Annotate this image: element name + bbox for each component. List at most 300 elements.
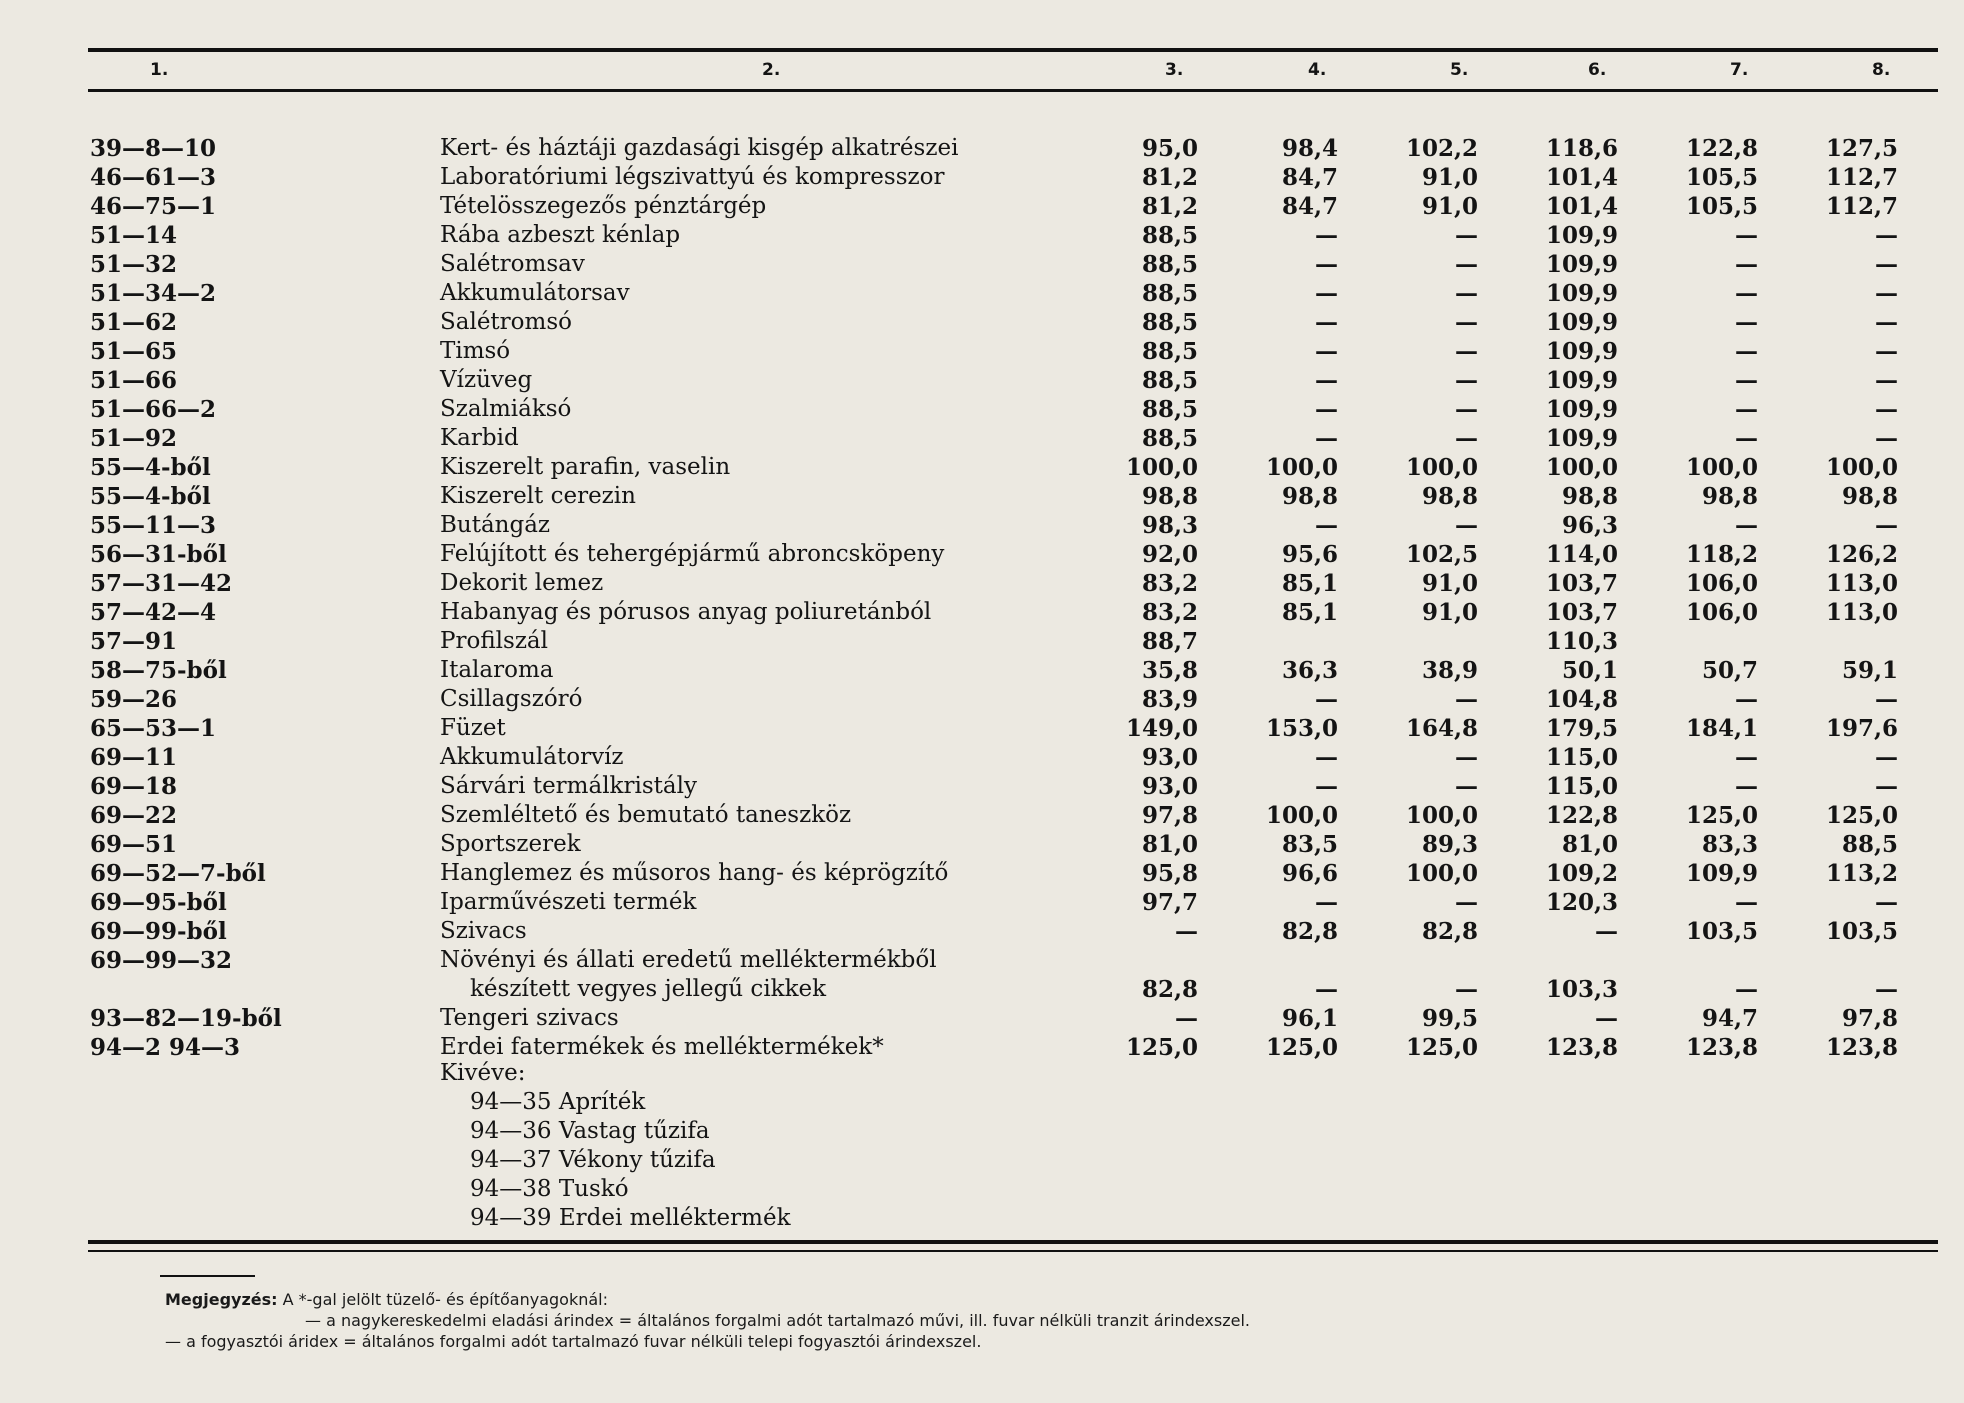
index-value-col-7: 106,0 xyxy=(1685,599,1758,626)
index-value-col-6: 101,4 xyxy=(1545,164,1618,191)
table-row xyxy=(0,1033,1964,1062)
table-row xyxy=(0,598,1964,627)
index-value-col-4: — xyxy=(1315,338,1338,365)
col-header-6: 6. xyxy=(1588,60,1607,80)
index-value-col-6: 118,6 xyxy=(1545,135,1618,162)
table-row xyxy=(0,946,1964,975)
col-header-3: 3. xyxy=(1165,60,1184,80)
index-value-col-3: — xyxy=(1175,1005,1198,1032)
index-value-col-4: 83,5 xyxy=(1281,831,1338,858)
table-row xyxy=(0,714,1964,743)
index-value-col-8: 113,0 xyxy=(1825,599,1898,626)
except-item: 94—36 Vastag tűzifa xyxy=(470,1118,710,1144)
item-name: Szemléltető és bemutató taneszköz xyxy=(440,802,852,828)
index-value-col-6: 103,7 xyxy=(1545,599,1618,626)
table-row xyxy=(0,888,1964,917)
bottom-rule xyxy=(88,1240,1938,1244)
index-value-col-6: 123,8 xyxy=(1545,1034,1618,1061)
index-value-col-6: — xyxy=(1595,1005,1618,1032)
index-value-col-7: 118,2 xyxy=(1685,541,1758,568)
index-value-col-4: 85,1 xyxy=(1281,599,1338,626)
index-value-col-7: — xyxy=(1735,251,1758,278)
index-value-col-8: 123,8 xyxy=(1825,1034,1898,1061)
index-value-col-7: — xyxy=(1735,396,1758,423)
table-row xyxy=(0,685,1964,714)
index-value-col-7: 109,9 xyxy=(1685,860,1758,887)
index-value-col-8: 113,2 xyxy=(1825,860,1898,887)
index-value-col-4: 125,0 xyxy=(1265,1034,1338,1061)
col-header-5: 5. xyxy=(1450,60,1469,80)
index-value-col-5: 91,0 xyxy=(1421,193,1478,220)
index-value-col-3: 88,5 xyxy=(1141,367,1198,394)
item-name: Akkumulátorvíz xyxy=(440,744,624,770)
index-value-col-5: 98,8 xyxy=(1421,483,1478,510)
col-header-1: 1. xyxy=(150,60,169,80)
index-value-col-3: 83,2 xyxy=(1141,599,1198,626)
index-value-col-5: 100,0 xyxy=(1405,454,1478,481)
item-name: Kiszerelt cerezin xyxy=(440,483,636,509)
item-name: Sportszerek xyxy=(440,831,581,857)
index-value-col-7: 103,5 xyxy=(1685,918,1758,945)
index-value-col-5: 91,0 xyxy=(1421,164,1478,191)
table-row xyxy=(0,511,1964,540)
item-code: 58—75-ből xyxy=(90,657,227,684)
index-value-col-6: 100,0 xyxy=(1545,454,1618,481)
index-value-col-4: — xyxy=(1315,976,1338,1003)
index-value-col-7: — xyxy=(1735,889,1758,916)
table-row xyxy=(0,424,1964,453)
index-value-col-6: 109,9 xyxy=(1545,338,1618,365)
index-value-col-6: 179,5 xyxy=(1545,715,1618,742)
index-value-col-6: 109,9 xyxy=(1545,425,1618,452)
index-value-col-8: 59,1 xyxy=(1841,657,1898,684)
index-value-col-3: 93,0 xyxy=(1141,744,1198,771)
index-value-col-5: 164,8 xyxy=(1405,715,1478,742)
index-value-col-4: 96,6 xyxy=(1281,860,1338,887)
index-value-col-6: 110,3 xyxy=(1545,628,1618,655)
index-value-col-5: — xyxy=(1455,251,1478,278)
item-name: Csillagszóró xyxy=(440,686,583,712)
index-value-col-5: — xyxy=(1455,396,1478,423)
item-name: Szivacs xyxy=(440,918,527,944)
index-value-col-8: 98,8 xyxy=(1841,483,1898,510)
item-code: 69—51 xyxy=(90,831,178,858)
index-value-col-8: — xyxy=(1875,280,1898,307)
item-code: 51—32 xyxy=(90,251,178,278)
item-code: 69—11 xyxy=(90,744,178,771)
index-value-col-4: — xyxy=(1315,251,1338,278)
index-value-col-7: 184,1 xyxy=(1685,715,1758,742)
index-value-col-7: — xyxy=(1735,976,1758,1003)
index-value-col-6: 109,9 xyxy=(1545,309,1618,336)
index-value-col-3: 125,0 xyxy=(1125,1034,1198,1061)
index-value-col-4: 85,1 xyxy=(1281,570,1338,597)
table-row xyxy=(0,192,1964,221)
index-value-col-8: — xyxy=(1875,425,1898,452)
table-row xyxy=(0,308,1964,337)
index-value-col-6: 115,0 xyxy=(1545,773,1618,800)
index-value-col-7: 105,5 xyxy=(1685,193,1758,220)
index-value-col-5: 102,2 xyxy=(1405,135,1478,162)
index-value-col-4: — xyxy=(1315,222,1338,249)
item-code: 69—95-ből xyxy=(90,889,227,916)
col-header-8: 8. xyxy=(1872,60,1891,80)
item-code: 56—31-ből xyxy=(90,541,227,568)
index-value-col-6: 96,3 xyxy=(1561,512,1618,539)
table-row xyxy=(0,656,1964,685)
index-value-col-8: 112,7 xyxy=(1825,164,1898,191)
table-row xyxy=(0,1004,1964,1033)
table-row xyxy=(0,163,1964,192)
item-name: Felújított és tehergépjármű abroncsköpeny xyxy=(440,541,945,567)
index-value-col-4: — xyxy=(1315,512,1338,539)
index-value-col-6: 109,2 xyxy=(1545,860,1618,887)
index-value-col-7: 100,0 xyxy=(1685,454,1758,481)
index-value-col-3: 81,2 xyxy=(1141,164,1198,191)
col-header-4: 4. xyxy=(1308,60,1327,80)
item-code: 51—66 xyxy=(90,367,178,394)
col-header-2: 2. xyxy=(762,60,781,80)
index-value-col-5: — xyxy=(1455,222,1478,249)
index-value-col-4: — xyxy=(1315,686,1338,713)
index-value-col-8: 127,5 xyxy=(1825,135,1898,162)
item-code: 46—61—3 xyxy=(90,164,217,191)
index-value-col-8: 125,0 xyxy=(1825,802,1898,829)
index-value-col-7: — xyxy=(1735,280,1758,307)
table-row xyxy=(0,772,1964,801)
item-code: 69—22 xyxy=(90,802,178,829)
item-name: Tételösszegezős pénztárgép xyxy=(440,193,767,219)
index-value-col-3: 82,8 xyxy=(1141,976,1198,1003)
item-name: Tengeri szivacs xyxy=(440,1005,619,1031)
table-row xyxy=(0,975,1964,1004)
note-text-1: A *-gal jelölt tüzelő- és építőanyagoknál: xyxy=(282,1290,608,1309)
item-name: Laboratóriumi légszivattyú és kompresszor xyxy=(440,164,945,190)
index-value-col-3: — xyxy=(1175,918,1198,945)
index-value-col-3: 81,2 xyxy=(1141,193,1198,220)
index-value-col-4: — xyxy=(1315,744,1338,771)
index-value-col-4: 100,0 xyxy=(1265,802,1338,829)
index-value-col-5: — xyxy=(1455,512,1478,539)
top-rule xyxy=(88,48,1938,52)
table-row xyxy=(0,221,1964,250)
item-name: Profilszál xyxy=(440,628,549,654)
index-value-col-7: — xyxy=(1735,512,1758,539)
index-value-col-8: — xyxy=(1875,222,1898,249)
index-value-col-4: 96,1 xyxy=(1281,1005,1338,1032)
item-name: Habanyag és pórusos anyag poliuretánból xyxy=(440,599,932,625)
item-name: Rába azbeszt kénlap xyxy=(440,222,681,248)
index-value-col-8: — xyxy=(1875,976,1898,1003)
index-value-col-8: — xyxy=(1875,251,1898,278)
index-value-col-7: — xyxy=(1735,338,1758,365)
index-value-col-4: — xyxy=(1315,367,1338,394)
index-value-col-6: 98,8 xyxy=(1561,483,1618,510)
index-value-col-6: 103,3 xyxy=(1545,976,1618,1003)
index-value-col-5: — xyxy=(1455,976,1478,1003)
index-value-col-7: 106,0 xyxy=(1685,570,1758,597)
index-value-col-4: 84,7 xyxy=(1281,193,1338,220)
index-value-col-3: 100,0 xyxy=(1125,454,1198,481)
index-value-col-6: 103,7 xyxy=(1545,570,1618,597)
index-value-col-8: 197,6 xyxy=(1825,715,1898,742)
table-row xyxy=(0,743,1964,772)
item-code: 94—2 94—3 xyxy=(90,1034,241,1061)
index-value-col-8: 88,5 xyxy=(1841,831,1898,858)
item-name: Salétromsó xyxy=(440,309,572,335)
note-line-2: — a nagykereskedelmi eladási árindex = általános forgalmi adót tartalmazó művi, ill. fuvar nélküli tranzit árindexszel. xyxy=(305,1311,1250,1330)
index-value-col-7: 94,7 xyxy=(1701,1005,1758,1032)
index-value-col-5: 100,0 xyxy=(1405,802,1478,829)
index-value-col-3: 88,5 xyxy=(1141,222,1198,249)
item-code: 51—62 xyxy=(90,309,178,336)
index-value-col-5: — xyxy=(1455,744,1478,771)
bottom-rule-thin xyxy=(88,1250,1938,1252)
item-name: Kert- és háztáji gazdasági kisgép alkatrészei xyxy=(440,135,959,161)
index-value-col-3: 88,5 xyxy=(1141,309,1198,336)
item-name: Vízüveg xyxy=(440,367,533,393)
note-line-3: — a fogyasztói áridex = általános forgalmi adót tartalmazó fuvar nélküli telepi fogyasztói árindexszel. xyxy=(165,1332,982,1351)
price-index-table xyxy=(0,134,1964,1062)
index-value-col-7: — xyxy=(1735,773,1758,800)
header-rule xyxy=(88,89,1938,92)
except-item: 94—35 Apríték xyxy=(470,1089,646,1115)
item-code: 51—92 xyxy=(90,425,178,452)
index-value-col-8: — xyxy=(1875,889,1898,916)
index-value-col-6: 109,9 xyxy=(1545,280,1618,307)
index-value-col-4: — xyxy=(1315,773,1338,800)
index-value-col-7: 125,0 xyxy=(1685,802,1758,829)
item-name: Dekorit lemez xyxy=(440,570,604,596)
item-code: 65—53—1 xyxy=(90,715,217,742)
index-value-col-6: 109,9 xyxy=(1545,367,1618,394)
index-value-col-4: 95,6 xyxy=(1281,541,1338,568)
index-value-col-3: 97,8 xyxy=(1141,802,1198,829)
item-code: 51—65 xyxy=(90,338,178,365)
index-value-col-3: 97,7 xyxy=(1141,889,1198,916)
index-value-col-3: 35,8 xyxy=(1141,657,1198,684)
index-value-col-8: — xyxy=(1875,396,1898,423)
index-value-col-6: 81,0 xyxy=(1561,831,1618,858)
index-value-col-3: 149,0 xyxy=(1125,715,1198,742)
index-value-col-5: — xyxy=(1455,309,1478,336)
except-item: 94—37 Vékony tűzifa xyxy=(470,1147,716,1173)
index-value-col-8: 97,8 xyxy=(1841,1005,1898,1032)
table-row xyxy=(0,801,1964,830)
index-value-col-5: 91,0 xyxy=(1421,570,1478,597)
table-row xyxy=(0,540,1964,569)
index-value-col-7: — xyxy=(1735,367,1758,394)
item-code: 93—82—19-ből xyxy=(90,1005,282,1032)
col-header-7: 7. xyxy=(1730,60,1749,80)
item-name: Sárvári termálkristály xyxy=(440,773,697,799)
item-name: Italaroma xyxy=(440,657,554,683)
index-value-col-6: 50,1 xyxy=(1561,657,1618,684)
index-value-col-6: 114,0 xyxy=(1545,541,1618,568)
index-value-col-6: 122,8 xyxy=(1545,802,1618,829)
item-code: 39—8—10 xyxy=(90,135,217,162)
index-value-col-6: 109,9 xyxy=(1545,251,1618,278)
index-value-col-4: — xyxy=(1315,889,1338,916)
index-value-col-4: — xyxy=(1315,396,1338,423)
item-name: Butángáz xyxy=(440,512,551,538)
index-value-col-3: 95,0 xyxy=(1141,135,1198,162)
item-name: Növényi és állati eredetű melléktermékből xyxy=(440,947,937,973)
index-value-col-3: 98,3 xyxy=(1141,512,1198,539)
index-value-col-7: — xyxy=(1735,309,1758,336)
index-value-col-6: 109,9 xyxy=(1545,222,1618,249)
table-row xyxy=(0,366,1964,395)
index-value-col-8: — xyxy=(1875,744,1898,771)
index-value-col-3: 93,0 xyxy=(1141,773,1198,800)
index-value-col-5: — xyxy=(1455,280,1478,307)
item-code: 57—42—4 xyxy=(90,599,217,626)
except-item: 94—39 Erdei melléktermék xyxy=(470,1205,791,1231)
except-item: 94—38 Tuskó xyxy=(470,1176,629,1202)
index-value-col-5: 91,0 xyxy=(1421,599,1478,626)
index-value-col-4: 98,8 xyxy=(1281,483,1338,510)
index-value-col-8: — xyxy=(1875,512,1898,539)
index-value-col-3: 88,5 xyxy=(1141,396,1198,423)
index-value-col-7: — xyxy=(1735,425,1758,452)
item-name: készített vegyes jellegű cikkek xyxy=(470,976,827,1002)
index-value-col-5: — xyxy=(1455,338,1478,365)
index-value-col-3: 88,5 xyxy=(1141,280,1198,307)
index-value-col-5: 99,5 xyxy=(1421,1005,1478,1032)
index-value-col-7: — xyxy=(1735,686,1758,713)
table-row xyxy=(0,917,1964,946)
table-row xyxy=(0,482,1964,511)
index-value-col-8: 103,5 xyxy=(1825,918,1898,945)
index-value-col-3: 92,0 xyxy=(1141,541,1198,568)
index-value-col-6: 109,9 xyxy=(1545,396,1618,423)
index-value-col-6: — xyxy=(1595,918,1618,945)
index-value-col-4: 98,4 xyxy=(1281,135,1338,162)
item-name: Szalmiáksó xyxy=(440,396,572,422)
index-value-col-4: 36,3 xyxy=(1281,657,1338,684)
index-value-col-7: 123,8 xyxy=(1685,1034,1758,1061)
index-value-col-6: 101,4 xyxy=(1545,193,1618,220)
index-value-col-5: 100,0 xyxy=(1405,860,1478,887)
index-value-col-7: 83,3 xyxy=(1701,831,1758,858)
index-value-col-8: — xyxy=(1875,773,1898,800)
index-value-col-7: 98,8 xyxy=(1701,483,1758,510)
index-value-col-8: 100,0 xyxy=(1825,454,1898,481)
index-value-col-5: 89,3 xyxy=(1421,831,1478,858)
table-row xyxy=(0,279,1964,308)
index-value-col-4: 82,8 xyxy=(1281,918,1338,945)
item-name: Akkumulátorsav xyxy=(440,280,630,306)
item-name: Erdei fatermékek és melléktermékek* xyxy=(440,1034,884,1060)
note-title: Megjegyzés: xyxy=(165,1290,278,1309)
index-value-col-7: 122,8 xyxy=(1685,135,1758,162)
index-value-col-3: 81,0 xyxy=(1141,831,1198,858)
index-value-col-4: 153,0 xyxy=(1265,715,1338,742)
item-code: 46—75—1 xyxy=(90,193,217,220)
item-code: 55—4-ből xyxy=(90,454,211,481)
item-code: 51—34—2 xyxy=(90,280,217,307)
table-row xyxy=(0,453,1964,482)
item-name: Karbid xyxy=(440,425,519,451)
table-row xyxy=(0,627,1964,656)
item-name: Kiszerelt parafin, vaselin xyxy=(440,454,731,480)
column-header-row xyxy=(0,60,1964,82)
table-row xyxy=(0,830,1964,859)
note-line-1 xyxy=(165,1290,608,1309)
index-value-col-3: 83,2 xyxy=(1141,570,1198,597)
table-row xyxy=(0,134,1964,163)
index-value-col-5: — xyxy=(1455,425,1478,452)
index-value-col-8: 113,0 xyxy=(1825,570,1898,597)
item-code: 55—4-ből xyxy=(90,483,211,510)
index-value-col-3: 88,5 xyxy=(1141,251,1198,278)
table-row xyxy=(0,569,1964,598)
table-row xyxy=(0,337,1964,366)
item-name: Iparművészeti termék xyxy=(440,889,697,915)
index-value-col-4: 100,0 xyxy=(1265,454,1338,481)
index-value-col-4: — xyxy=(1315,425,1338,452)
index-value-col-3: 98,8 xyxy=(1141,483,1198,510)
index-value-col-6: 115,0 xyxy=(1545,744,1618,771)
index-value-col-4: — xyxy=(1315,280,1338,307)
index-value-col-6: 104,8 xyxy=(1545,686,1618,713)
index-value-col-5: — xyxy=(1455,773,1478,800)
index-value-col-5: — xyxy=(1455,686,1478,713)
item-name: Timsó xyxy=(440,338,511,364)
index-value-col-7: — xyxy=(1735,744,1758,771)
index-value-col-4: 84,7 xyxy=(1281,164,1338,191)
index-value-col-5: 82,8 xyxy=(1421,918,1478,945)
item-code: 69—99-ből xyxy=(90,918,227,945)
index-value-col-3: 88,5 xyxy=(1141,425,1198,452)
index-value-col-6: 120,3 xyxy=(1545,889,1618,916)
index-value-col-3: 83,9 xyxy=(1141,686,1198,713)
item-code: 57—31—42 xyxy=(90,570,233,597)
item-code: 57—91 xyxy=(90,628,178,655)
item-code: 55—11—3 xyxy=(90,512,217,539)
item-code: 51—14 xyxy=(90,222,178,249)
index-value-col-5: — xyxy=(1455,889,1478,916)
index-value-col-8: 126,2 xyxy=(1825,541,1898,568)
except-label: Kivéve: xyxy=(440,1060,526,1086)
index-value-col-7: 50,7 xyxy=(1701,657,1758,684)
item-code: 59—26 xyxy=(90,686,178,713)
index-value-col-8: — xyxy=(1875,338,1898,365)
index-value-col-7: 105,5 xyxy=(1685,164,1758,191)
index-value-col-8: — xyxy=(1875,367,1898,394)
index-value-col-8: — xyxy=(1875,309,1898,336)
item-name: Füzet xyxy=(440,715,506,741)
index-value-col-8: 112,7 xyxy=(1825,193,1898,220)
index-value-col-5: 102,5 xyxy=(1405,541,1478,568)
index-value-col-7: — xyxy=(1735,222,1758,249)
index-value-col-3: 95,8 xyxy=(1141,860,1198,887)
table-row xyxy=(0,395,1964,424)
item-code: 69—99—32 xyxy=(90,947,233,974)
item-name: Hanglemez és műsoros hang- és képrögzítő xyxy=(440,860,949,886)
table-row xyxy=(0,859,1964,888)
index-value-col-8: — xyxy=(1875,686,1898,713)
item-name: Salétromsav xyxy=(440,251,585,277)
index-value-col-5: 38,9 xyxy=(1421,657,1478,684)
index-value-col-5: — xyxy=(1455,367,1478,394)
item-code: 69—52—7-ből xyxy=(90,860,266,887)
footnote-rule xyxy=(160,1275,255,1277)
index-value-col-3: 88,5 xyxy=(1141,338,1198,365)
item-code: 51—66—2 xyxy=(90,396,217,423)
index-value-col-5: 125,0 xyxy=(1405,1034,1478,1061)
item-code: 69—18 xyxy=(90,773,178,800)
